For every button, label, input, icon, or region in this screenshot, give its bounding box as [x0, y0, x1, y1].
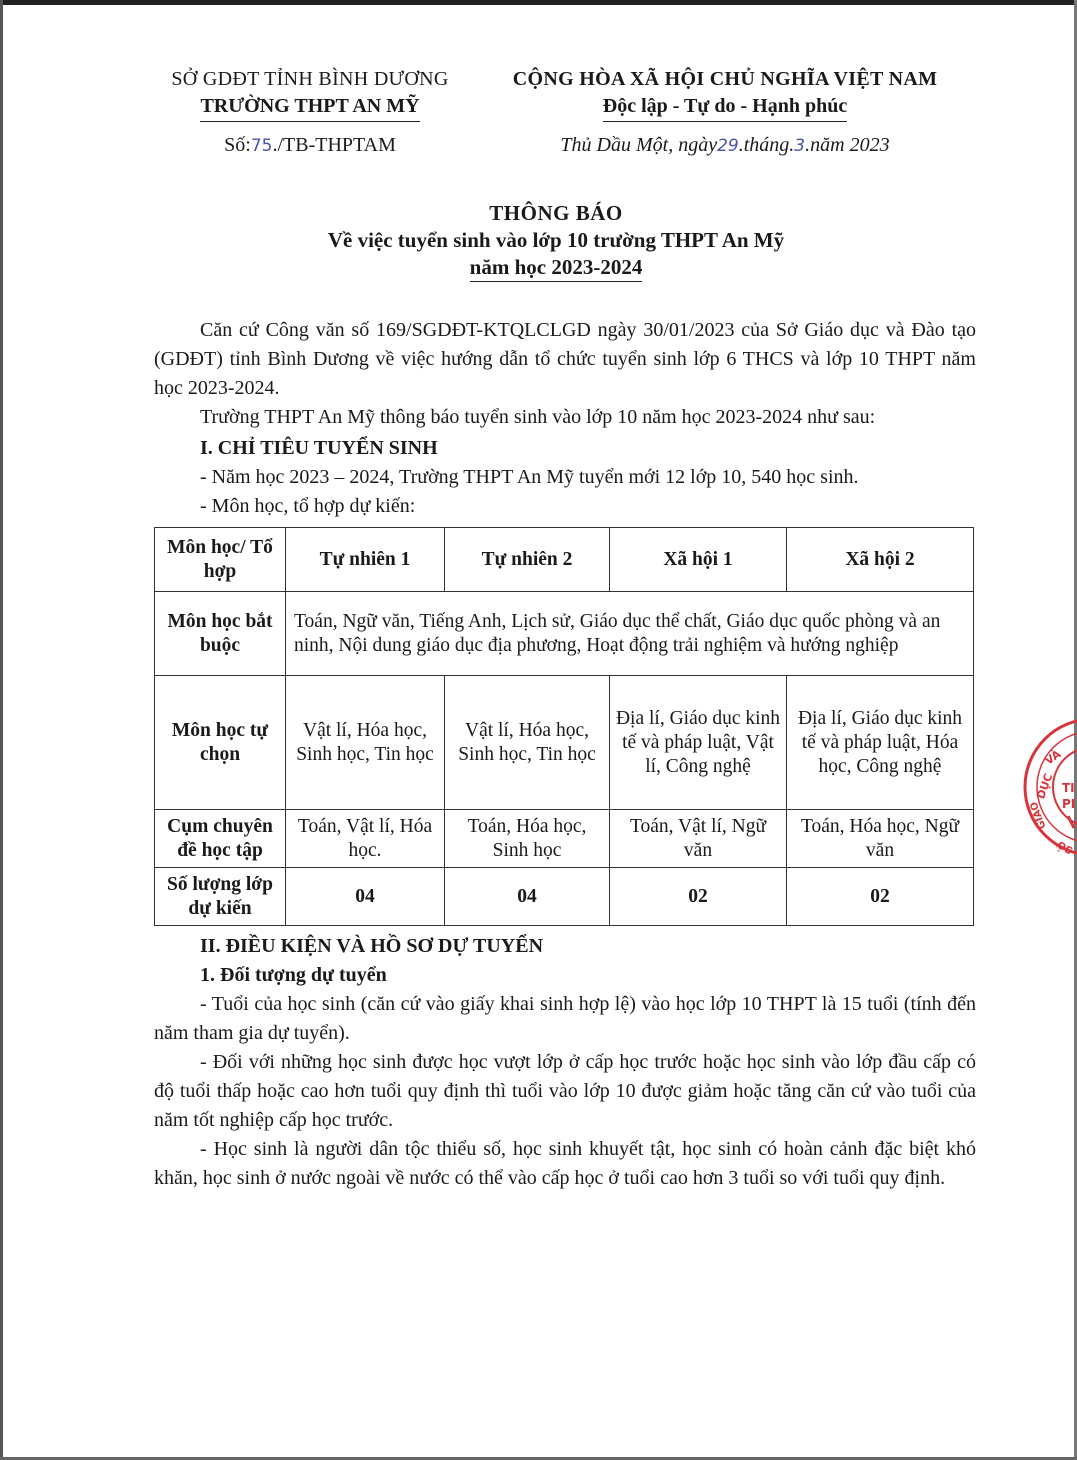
svg-text:PI: PI: [1062, 797, 1076, 811]
header-right: [485, 66, 965, 159]
svg-text:DỤC: DỤC: [1034, 771, 1056, 801]
table-row: [155, 810, 974, 868]
department-name: SỞ GDĐT TỈNH BÌNH DƯƠNG: [171, 68, 449, 90]
table-header-row: [155, 528, 974, 592]
row-header: Số lượng lớp dự kiến: [155, 868, 286, 926]
handwritten-number: 75: [250, 136, 273, 156]
svg-text:SỞ: SỞ: [1055, 837, 1075, 856]
notice-heading: THÔNG BÁO: [489, 201, 623, 225]
notice-school-year: năm học 2023-2024: [470, 254, 643, 282]
svg-text:VÀ: VÀ: [1042, 747, 1064, 768]
subsection-heading-1: 1. Đối tượng dự tuyển: [200, 964, 387, 986]
column-header: Xã hội 1: [610, 528, 787, 592]
table-cell: 02: [610, 868, 787, 926]
table-cell: 04: [286, 868, 445, 926]
table-cell: Toán, Vật lí, Ngữ văn: [610, 810, 787, 868]
column-header: Tự nhiên 1: [286, 528, 445, 592]
national-title: CỘNG HÒA XÃ HỘI CHỦ NGHĨA VIỆT NAM: [512, 68, 938, 90]
document-number: Số:75./TB-THPTAM: [224, 134, 396, 156]
table-cell: 02: [787, 868, 974, 926]
paragraph-age-adjust: - Đối với những học sinh được học vượt lớp ở cấp học trước hoặc học sinh vào lớp đầu cấp có độ tuổi thấp hoặc cao hơn tuổi quy định thì tuổi vào lớp 10 được giảm hoặc tăng căn cứ vào tuổi của năm tốt nghiệp cấp học trước.: [154, 1051, 976, 1131]
paragraph-basis: Căn cứ Công văn số 169/SGDĐT-KTQLCLGD ngày 30/01/2023 của Sở Giáo dục và Đào tạo (GDĐT) tỉnh Bình Dương về việc hướng dẫn tổ chức tuyển sinh lớp 6 THCS và lớp 10 THPT năm học 2023-2024.: [154, 319, 976, 399]
row-header: Môn học bắt buộc: [155, 592, 286, 676]
table-cell: 04: [445, 868, 610, 926]
table-cell: Vật lí, Hóa học, Sinh học, Tin học: [286, 676, 445, 810]
table-corner-cell: Môn học/ Tổ hợp: [155, 528, 286, 592]
svg-text:GIÁO: GIÁO: [1028, 800, 1049, 831]
section-heading-2: II. ĐIỀU KIỆN VÀ HỒ SƠ DỰ TUYỂN: [200, 935, 544, 957]
paragraph-age: - Tuổi của học sinh (căn cứ vào giấy khai sinh hợp lệ) vào học lớp 10 THPT là 15 tuổi (tính đến năm tham gia dự tuyển).: [154, 993, 976, 1044]
row-header: Môn học tự chọn: [155, 676, 286, 810]
column-header: Tự nhiên 2: [445, 528, 610, 592]
paragraph-intro: Trường THPT An Mỹ thông báo tuyển sinh vào lớp 10 năm học 2023-2024 như sau:: [200, 406, 876, 428]
table-cell: Địa lí, Giáo dục kinh tế và pháp luật, Vật lí, Công nghệ: [610, 676, 787, 810]
bullet-quota: - Năm học 2023 – 2024, Trường THPT An Mỹ tuyển mới 12 lớp 10, 540 học sinh.: [200, 466, 859, 488]
row-header: Cụm chuyên đề học tập: [155, 810, 286, 868]
svg-text:TI: TI: [1062, 781, 1075, 795]
table-cell: Toán, Hóa học, Sinh học: [445, 810, 610, 868]
school-name: TRƯỜNG THPT AN MỸ: [200, 92, 419, 122]
paragraph-exceptions: - Học sinh là người dân tộc thiểu số, học sinh khuyết tật, học sinh có hoàn cảnh đặc biệt khó khăn, học sinh ở nước ngoài về nước có thể vào cấp học ở tuổi cao hơn 3 tuổi so với tuổi quy định.: [154, 1138, 976, 1189]
table-row: [155, 676, 974, 810]
page-top-border: [0, 0, 1077, 5]
handwritten-day: 29: [717, 136, 739, 156]
document-date: Thủ Dầu Một, ngày29.tháng.3.năm 2023: [560, 134, 890, 156]
page-left-border: [0, 0, 3, 1460]
column-header: Xã hội 2: [787, 528, 974, 592]
table-cell: Địa lí, Giáo dục kinh tế và pháp luật, Hóa học, Công nghệ: [787, 676, 974, 810]
table-row: [155, 592, 974, 676]
table-cell: Toán, Ngữ văn, Tiếng Anh, Lịch sử, Giáo dục thể chất, Giáo dục quốc phòng và an ninh, Nội dung giáo dục địa phương, Hoạt động trải nghiệm và hướng nghiệp: [286, 592, 974, 676]
bullet-subjects: - Môn học, tổ hợp dự kiến:: [200, 495, 416, 517]
red-seal-stamp: [1018, 712, 1077, 862]
table-row: [155, 868, 974, 926]
subject-combination-table: [154, 527, 974, 926]
handwritten-month: 3: [794, 136, 806, 156]
notice-body: [154, 316, 976, 1193]
national-motto: Độc lập - Tự do - Hạnh phúc: [603, 92, 847, 122]
notice-title: [200, 200, 912, 282]
notice-subject: Về việc tuyển sinh vào lớp 10 trường THPT An Mỹ: [327, 228, 785, 252]
table-cell: Vật lí, Hóa học, Sinh học, Tin học: [445, 676, 610, 810]
section-heading-1: I. CHỈ TIÊU TUYỂN SINH: [200, 437, 438, 459]
table-cell: Toán, Vật lí, Hóa học.: [286, 810, 445, 868]
table-cell: Toán, Hóa học, Ngữ văn: [787, 810, 974, 868]
header-left: [150, 66, 470, 159]
